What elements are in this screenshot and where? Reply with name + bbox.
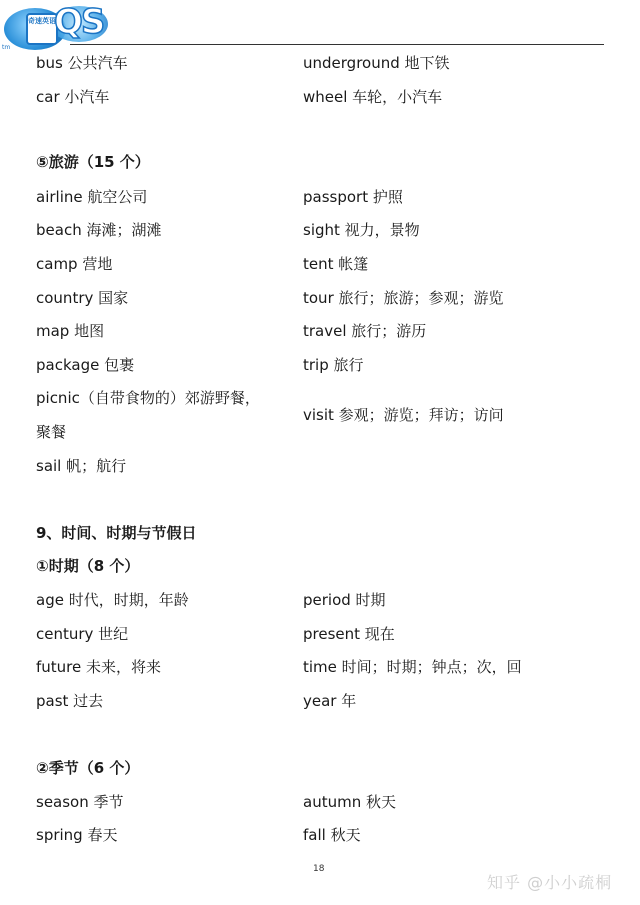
vocab-entry: trip 旅行 (303, 356, 364, 374)
logo-tag: 奇速英语 (26, 13, 58, 45)
vocab-entry: underground 地下铁 (303, 54, 450, 72)
vocab-entry: age 时代，时期，年龄 (36, 591, 189, 609)
logo-small-text: tm (2, 44, 11, 51)
vocab-entry-picnic: picnic（自带食物的）郊游野餐， (36, 389, 260, 407)
vocab-entry-sail: sail 帆；航行 (36, 457, 127, 475)
vocab-entry: wheel 车轮，小汽车 (303, 88, 443, 106)
vocab-entry: past 过去 (36, 692, 104, 710)
vocab-entry: present 现在 (303, 625, 395, 643)
vocab-entry: period 时期 (303, 591, 386, 609)
vocab-entry: sight 视力，景物 (303, 221, 420, 239)
vocab-entry: future 未来，将来 (36, 658, 162, 676)
vocab-entry: autumn 秋天 (303, 793, 396, 811)
watermark: 知乎 @小小疏桐 (487, 873, 613, 892)
vocab-entry: package 包裹 (36, 356, 135, 374)
vocab-entry: bus 公共汽车 (36, 54, 128, 72)
vocab-entry: car 小汽车 (36, 88, 110, 106)
vocab-entry: spring 春天 (36, 826, 118, 844)
vocab-entry: camp 营地 (36, 255, 113, 273)
vocab-entry: century 世纪 (36, 625, 129, 643)
header-rule (70, 44, 604, 45)
vocab-entry: passport 护照 (303, 188, 403, 206)
vocab-entry: travel 旅行；游历 (303, 322, 427, 340)
vocab-entry-visit: visit 参观；游览；拜访；访问 (303, 406, 504, 424)
vocab-entry: map 地图 (36, 322, 105, 340)
publisher-logo (0, 0, 110, 56)
vocab-entry: season 季节 (36, 793, 124, 811)
subsection-heading-period: ①时期（8 个） (36, 557, 140, 575)
section-heading-time: 9、时间、时期与节假日 (36, 524, 197, 542)
vocab-entry: time 时间；时期；钟点；次，回 (303, 658, 522, 676)
subsection-heading-season: ②季节（6 个） (36, 759, 140, 777)
vocab-entry: beach 海滩；湖滩 (36, 221, 162, 239)
vocab-entry: tent 帐篷 (303, 255, 369, 273)
vocab-entry-picnic-cont: 聚餐 (36, 423, 67, 441)
vocab-entry: airline 航空公司 (36, 188, 148, 206)
vocab-entry: fall 秋天 (303, 826, 361, 844)
vocab-entry: tour 旅行；旅游；参观；游览 (303, 289, 504, 307)
page-number: 18 (313, 864, 325, 874)
section-heading-travel: ⑤旅游（15 个） (36, 153, 150, 171)
vocab-entry: country 国家 (36, 289, 129, 307)
vocab-entry: year 年 (303, 692, 357, 710)
logo-text: QS (54, 2, 104, 42)
